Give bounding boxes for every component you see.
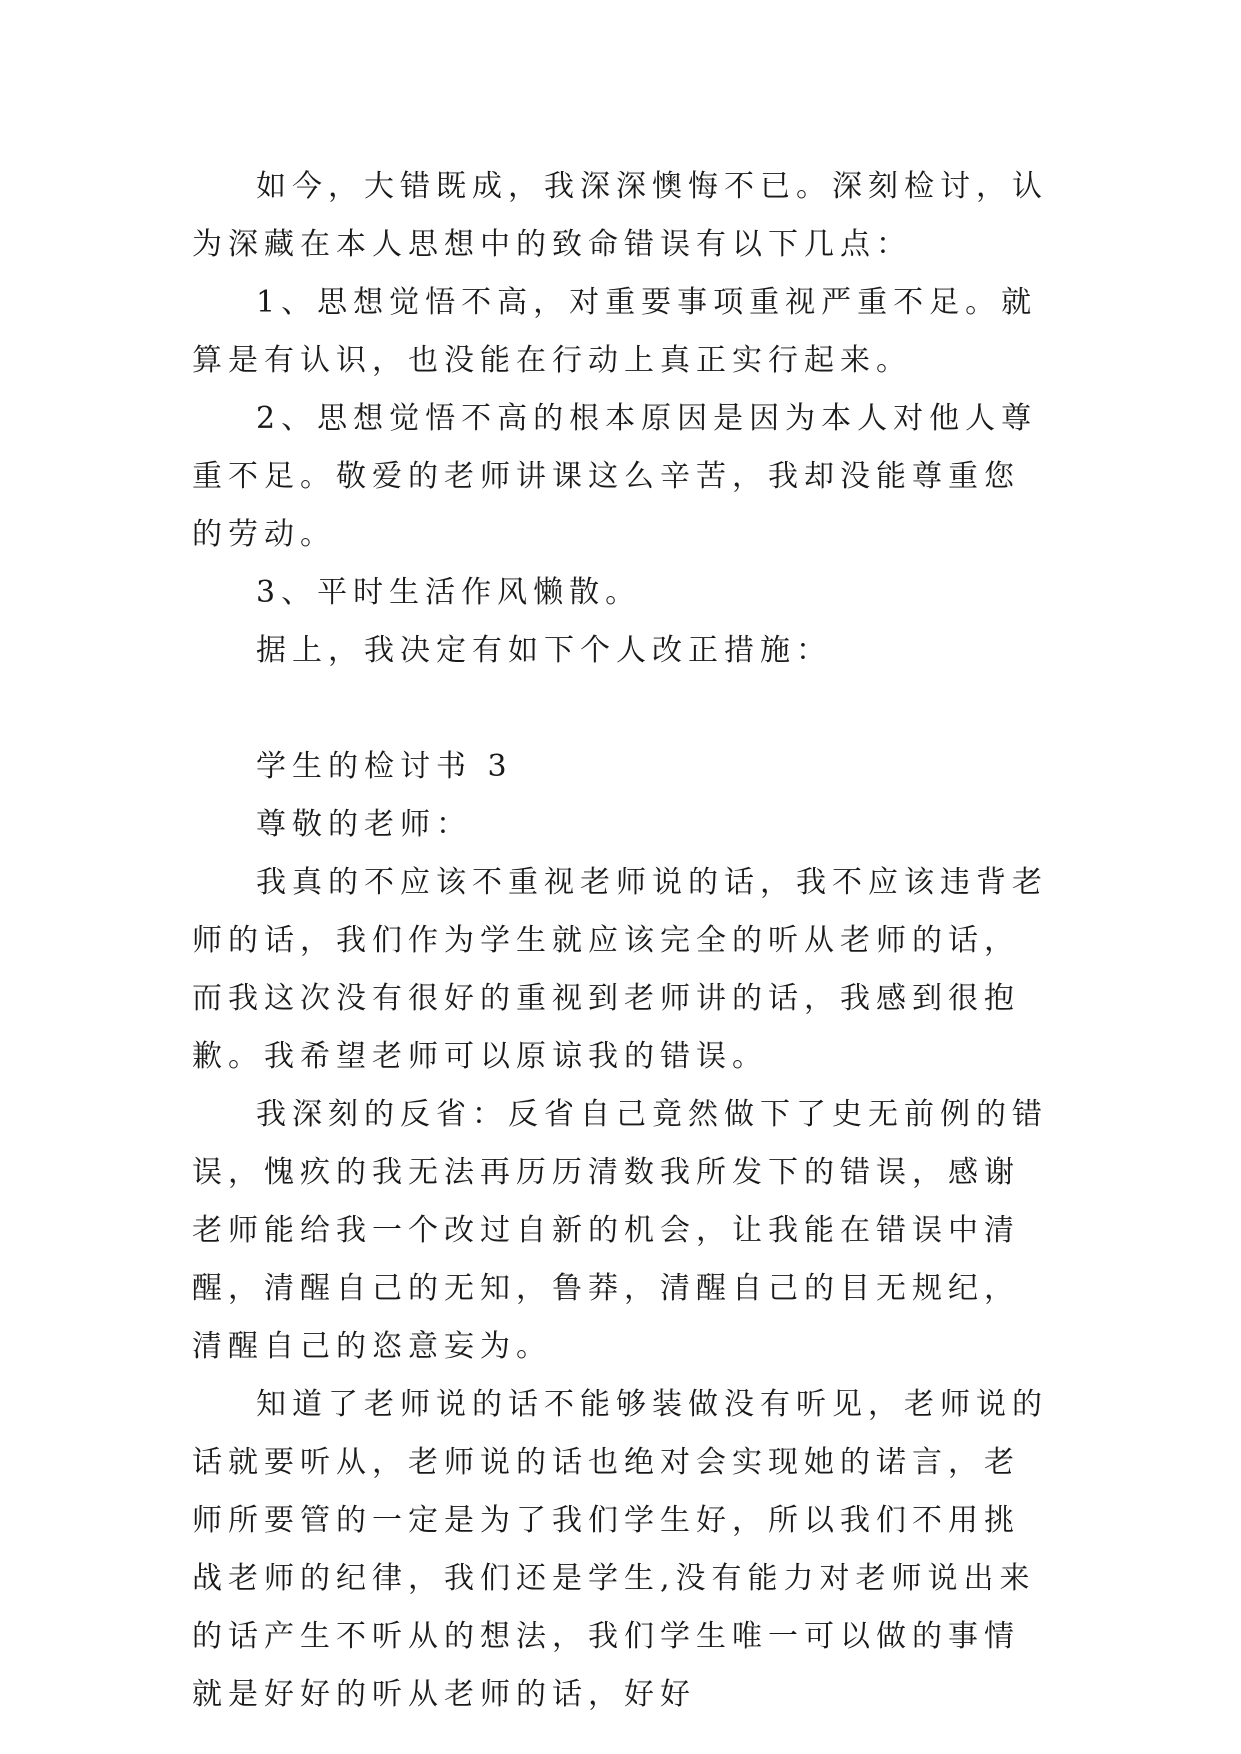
section-title: 学生的检讨书 3	[256, 749, 513, 784]
paragraph-point-3: 3、平时生活作风懒散。	[256, 575, 642, 610]
paragraph-body-2: 我深刻的反省：反省自己竟然做下了史无前例的错误，愧疚的我无法再历历清数我所发下的错误，感谢老师能给我一个改过自新的机会，让我能在错误中清醒，清醒自己的无知，鲁莽，清醒自己的目无规纪，清醒自己的恣意妄为。	[192, 1097, 1048, 1364]
salutation: 尊敬的老师：	[256, 807, 472, 842]
document-body	[192, 158, 1052, 1724]
paragraph-body-3: 知道了老师说的话不能够装做没有听见，老师说的话就要听从，老师说的话也绝对会实现她的诺言，老师所要管的一定是为了我们学生好，所以我们不用挑战老师的纪律，我们还是学生,没有能力对老师说出来的话产生不听从的想法，我们学生唯一可以做的事情就是好好的听从老师的话，好好	[192, 1387, 1048, 1712]
paragraph-point-2: 2、思想觉悟不高的根本原因是因为本人对他人尊重不足。敬爱的老师讲课这么辛苦，我却没能尊重您的劳动。	[192, 401, 1038, 552]
section-spacer	[192, 680, 1052, 738]
paragraph-measures-lead: 据上，我决定有如下个人改正措施：	[256, 633, 832, 668]
paragraph-intro: 如今，大错既成，我深深懊悔不已。深刻检讨，认为深藏在本人思想中的致命错误有以下几点：	[192, 169, 1048, 262]
paragraph-body-1: 我真的不应该不重视老师说的话，我不应该违背老师的话，我们作为学生就应该完全的听从老师的话，而我这次没有很好的重视到老师讲的话，我感到很抱歉。我希望老师可以原谅我的错误。	[192, 865, 1048, 1074]
paragraph-point-1: 1、思想觉悟不高，对重要事项重视严重不足。就算是有认识，也没能在行动上真正实行起来。	[192, 285, 1038, 378]
